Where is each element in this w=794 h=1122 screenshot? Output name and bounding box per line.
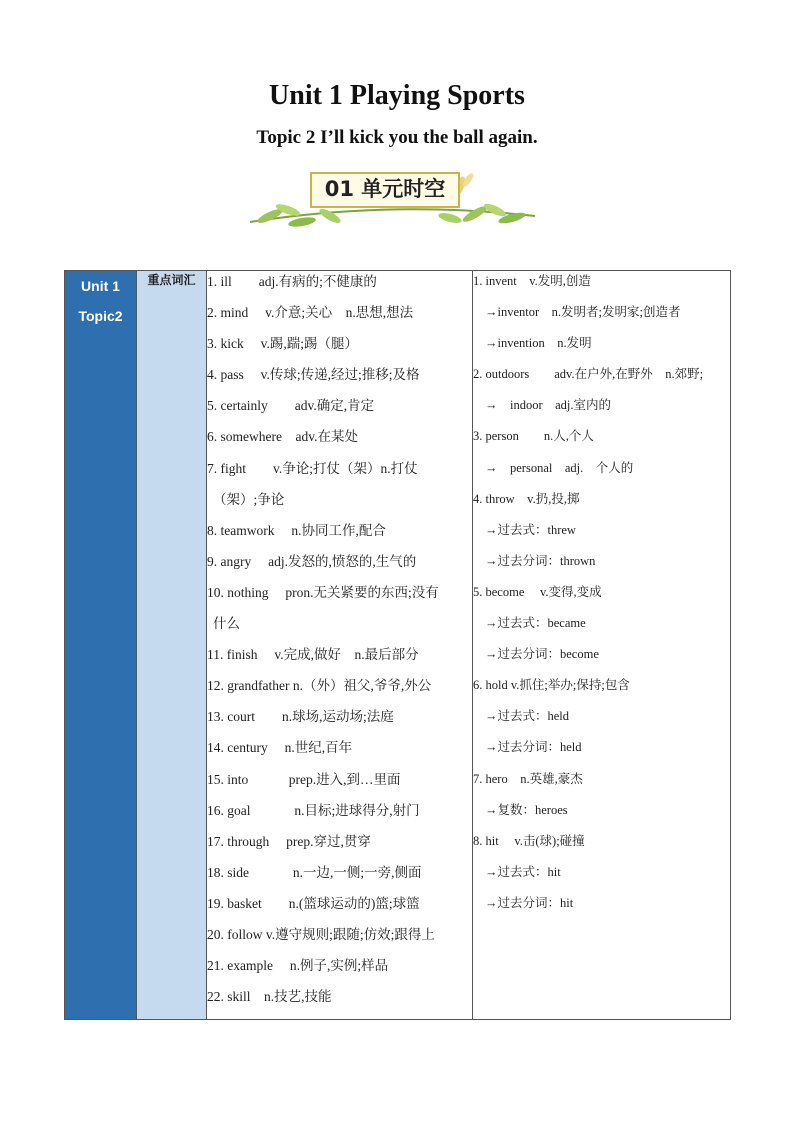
list-item: 14. century n.世纪,百年: [207, 740, 353, 756]
unit-cell: [65, 271, 137, 1020]
table-row: [65, 271, 731, 1020]
list-item: 10. nothing pron.无关紧要的东西;没有: [207, 584, 439, 600]
list-item: 20. follow v.遵守规则;跟随;仿效;跟得上: [207, 926, 435, 942]
list-item: →过去式：hit: [485, 864, 561, 879]
list-item: →过去分词：become: [485, 647, 599, 662]
page-subtitle: Topic 2 I’ll kick you the ball again.: [256, 127, 538, 148]
list-item: →过去分词：held: [485, 740, 582, 755]
list-item: 4. throw v.扔,投,掷: [473, 491, 580, 506]
list-item: 2. outdoors adv.在户外,在野外 n.郊野;: [473, 367, 704, 382]
section-banner: [240, 166, 540, 236]
list-item: 5. become v.变得,变成: [473, 584, 602, 599]
list-item: →过去分词：hit: [485, 895, 574, 910]
list-item: 什么: [213, 616, 240, 632]
list-item: 4. pass v.传球;传递,经过;推移;及格: [207, 367, 420, 383]
word-forms-list: [473, 271, 731, 1020]
list-item: →过去式：became: [485, 616, 586, 631]
list-item: →过去式：threw: [485, 522, 576, 537]
list-item: 21. example n.例子,实例;样品: [207, 958, 389, 974]
list-item: 8. hit v.击(球);碰撞: [473, 833, 585, 848]
list-item: 7. fight v.争论;打仗（架）n.打仗: [207, 460, 418, 476]
list-item: 3. person n.人,个人: [473, 429, 594, 444]
list-item: 16. goal n.目标;进球得分,射门: [207, 802, 420, 818]
list-item: 1. invent v.发明,创造: [473, 274, 591, 288]
page-title: Unit 1 Playing Sports: [269, 80, 525, 111]
list-item: 1. ill adj.有病的;不健康的: [207, 274, 377, 289]
list-item: 6. hold v.抓住;举办;保持;包含: [473, 678, 630, 693]
unit-label: Unit 1: [81, 278, 120, 294]
list-item: 7. hero n.英雄,豪杰: [473, 771, 583, 786]
list-item: →过去式：held: [485, 709, 570, 724]
category-cell: 重点词汇: [137, 271, 207, 1020]
list-item: 11. finish v.完成,做好 n.最后部分: [207, 647, 419, 663]
list-item: 3. kick v.踢,踹;踢（腿）: [207, 336, 358, 352]
list-item: 8. teamwork n.协同工作,配合: [207, 522, 386, 538]
list-item: →inventor n.发明者;发明家;创造者: [485, 305, 681, 320]
list-item: 18. side n.一边,一侧;一旁,侧面: [207, 864, 422, 880]
list-item: → indoor adj.室内的: [485, 398, 612, 413]
list-item: 6. somewhere adv.在某处: [207, 429, 358, 445]
key-words-list: [207, 271, 473, 1020]
list-item: →过去分词：thrown: [485, 553, 596, 568]
list-item: →invention n.发明: [485, 336, 592, 351]
topic-label: Topic2: [78, 308, 123, 324]
list-item: 15. into prep.进入,到…里面: [207, 771, 401, 787]
list-item: 5. certainly adv.确定,肯定: [207, 398, 375, 414]
list-item: 9. angry adj.发怒的,愤怒的,生气的: [207, 553, 417, 569]
list-item: 12. grandfather n.（外）祖父,爷爷,外公: [207, 678, 432, 694]
list-item: → personal adj. 个人的: [485, 460, 634, 475]
vocabulary-table: [64, 270, 731, 1020]
banner-label: 01 单元时空: [324, 177, 446, 201]
list-item: （架）;争论: [213, 491, 285, 507]
list-item: 13. court n.球场,运动场;法庭: [207, 709, 394, 725]
list-item: 2. mind v.介意;关心 n.思想,想法: [207, 305, 414, 321]
list-item: 22. skill n.技艺,技能: [207, 989, 332, 1005]
list-item: 17. through prep.穿过,贯穿: [207, 833, 371, 849]
list-item: →复数：heroes: [485, 802, 568, 817]
list-item: 19. basket n.(篮球运动的)篮;球篮: [207, 895, 420, 911]
